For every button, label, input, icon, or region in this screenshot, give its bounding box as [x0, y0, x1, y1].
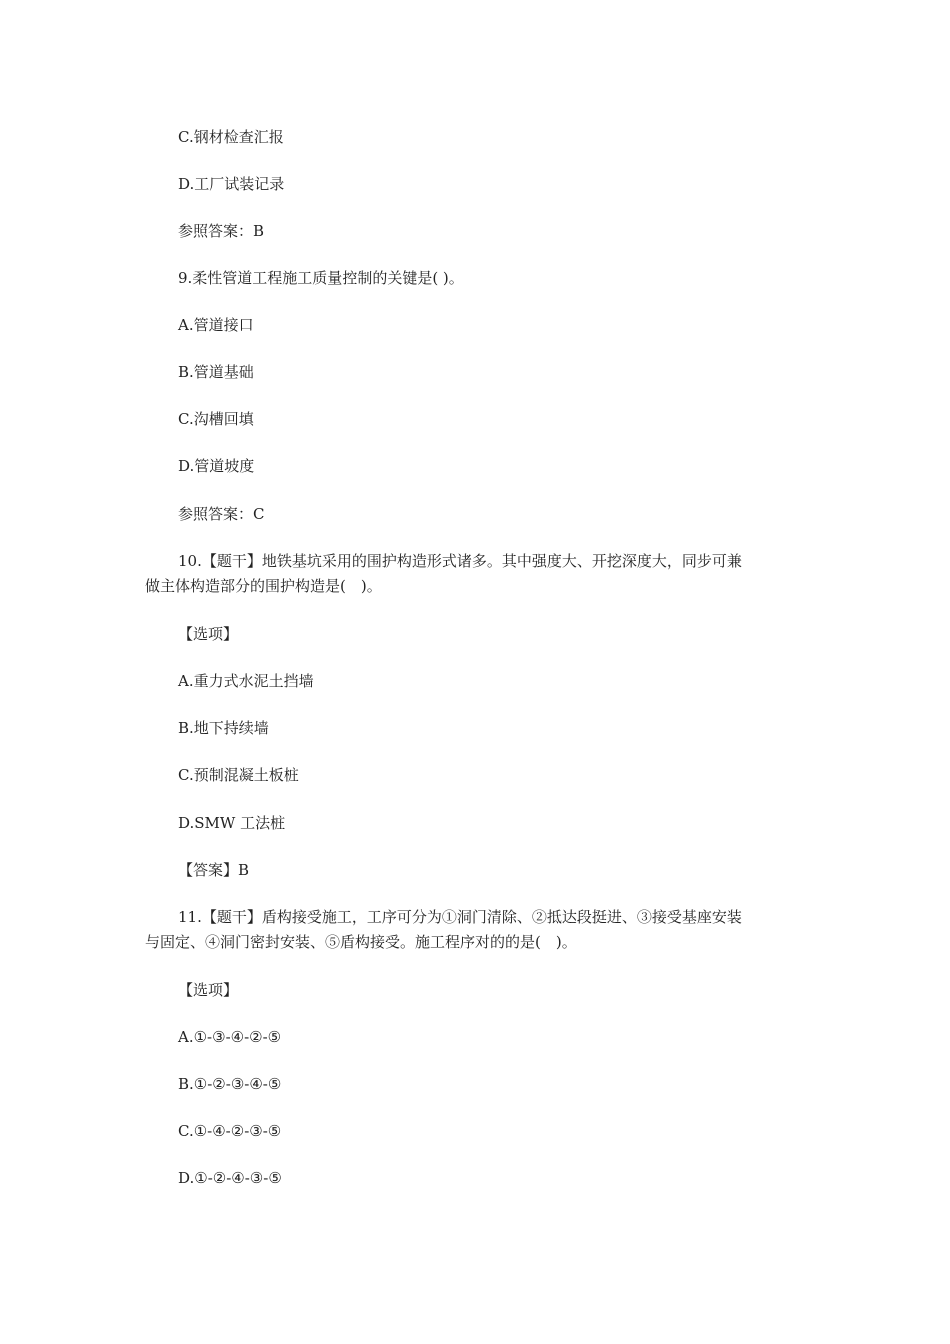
q10-option-b: B.地下持续墙	[178, 719, 269, 737]
q11-option-c: C.①-④-②-③-⑤	[178, 1122, 282, 1140]
q8-option-d: D.工厂试装记录	[178, 175, 285, 193]
q10-answer: 【答案】B	[178, 861, 250, 879]
q10-option-d: D.SMW 工法桩	[178, 814, 286, 832]
q9-option-d: D.管道坡度	[178, 457, 255, 475]
q9-stem: 9.柔性管道工程施工质量控制的关键是( )。	[178, 269, 464, 287]
q11-option-d: D.①-②-④-③-⑤	[178, 1169, 282, 1187]
q9-option-a: A.管道接口	[178, 316, 254, 334]
q8-answer: 参照答案：B	[178, 222, 265, 240]
q10-options-heading: 【选项】	[178, 625, 239, 643]
q10-stem-line2: 做主体构造部分的围护构造是( )。	[145, 577, 382, 595]
q9-answer: 参照答案：C	[178, 505, 265, 523]
q11-options-heading: 【选项】	[178, 981, 239, 999]
q9-option-c: C.沟槽回填	[178, 410, 254, 428]
q10-option-c: C.预制混凝土板桩	[178, 766, 299, 784]
q9-option-b: B.管道基础	[178, 363, 254, 381]
q10-option-a: A.重力式水泥土挡墙	[178, 672, 314, 690]
q11-option-a: A.①-③-④-②-⑤	[178, 1028, 282, 1046]
q8-option-c: C.钢材检查汇报	[178, 128, 284, 146]
q11-option-b: B.①-②-③-④-⑤	[178, 1075, 282, 1093]
q11-stem-line1: 11.【题干】盾构接受施工，工序可分为①洞门清除、②抵达段挺进、③接受基座安装	[178, 908, 742, 926]
q10-stem-line1: 10.【题干】地铁基坑采用的围护构造形式诸多。其中强度大、开挖深度大，同步可兼	[178, 552, 742, 570]
q11-stem-line2: 与固定、④洞门密封安装、⑤盾构接受。施工程序对的的是( )。	[145, 933, 577, 951]
